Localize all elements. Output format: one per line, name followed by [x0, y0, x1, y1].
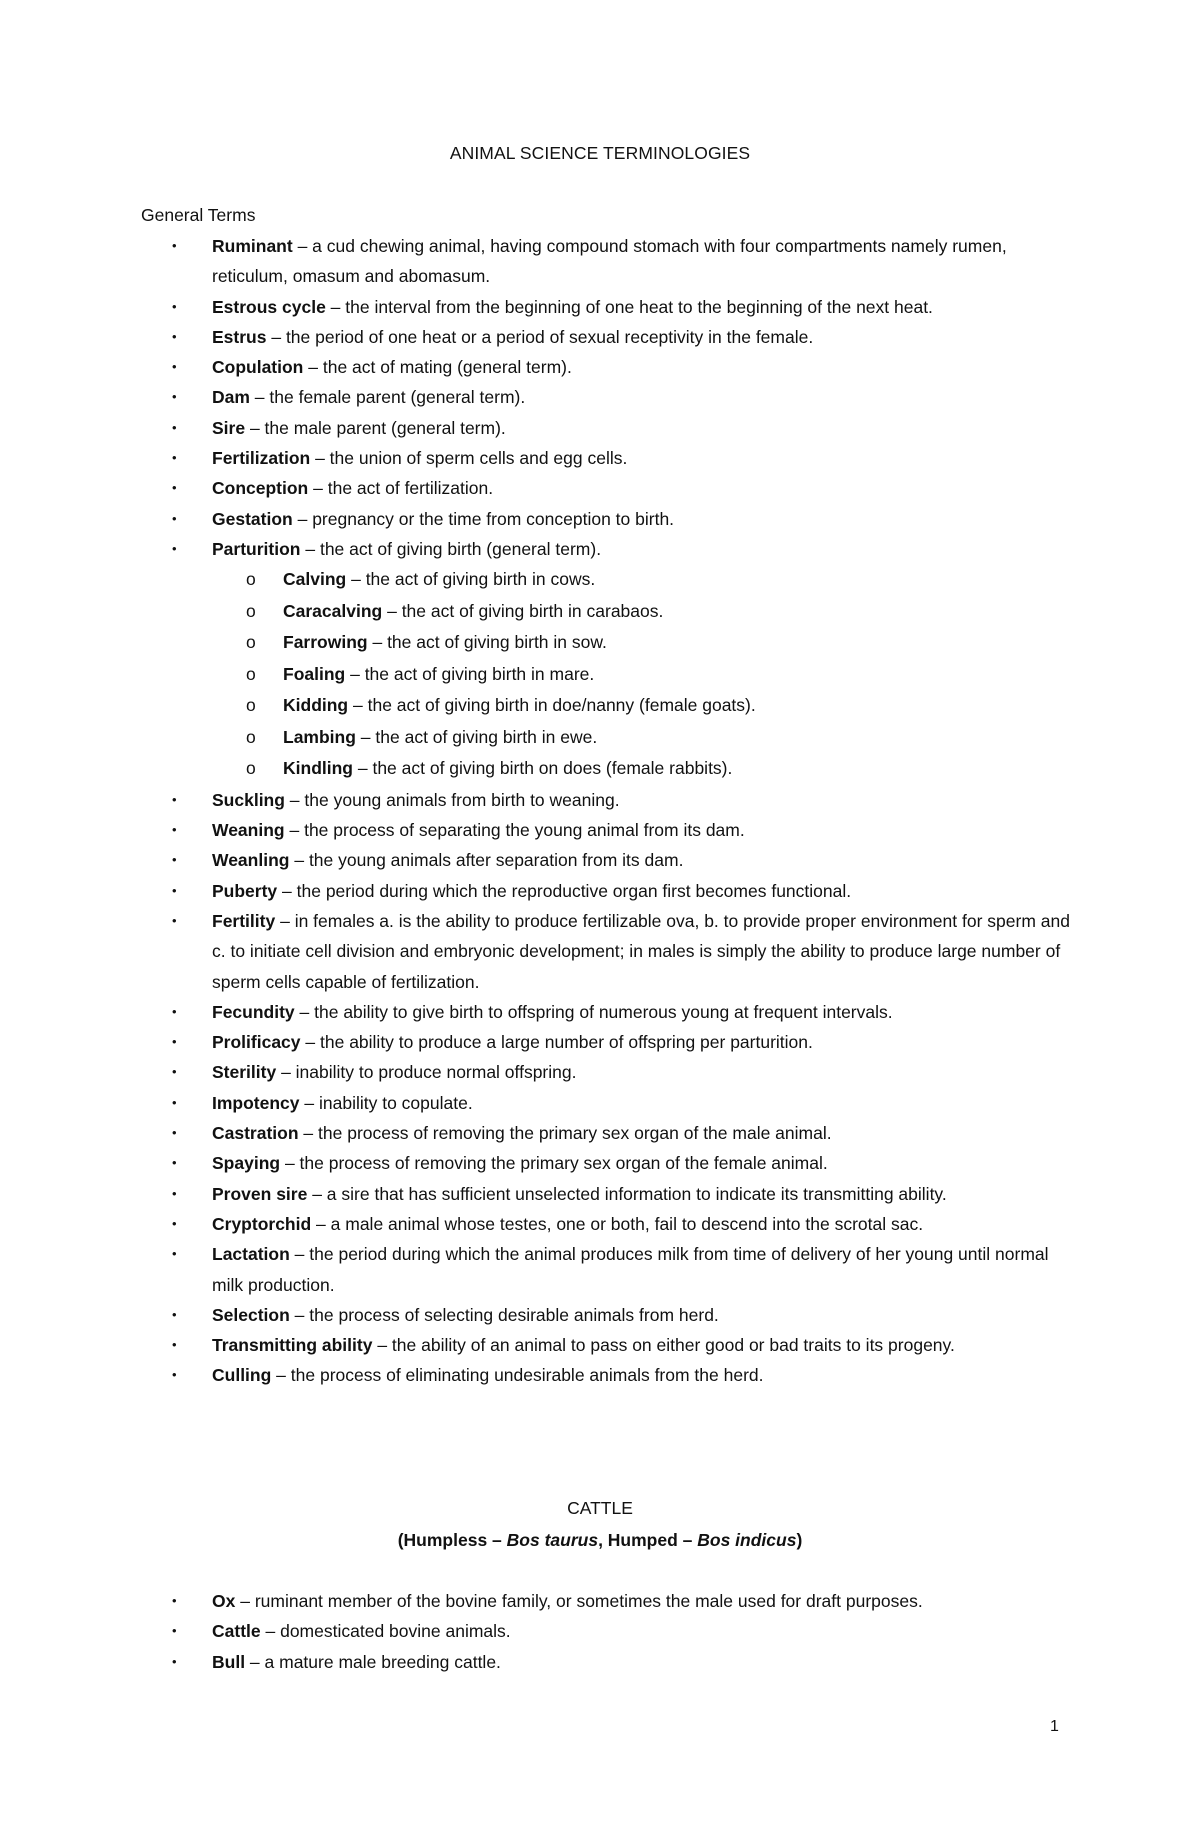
term-item: • Ox – ruminant member of the bovine family, or sometimes the male used for draft purposes.	[141, 1586, 1071, 1616]
term-name: Kindling	[283, 758, 353, 779]
bullet-icon: •	[172, 822, 177, 838]
term-definition: the young animals from birth to weaning.	[304, 789, 620, 810]
sub-bullet-icon: o	[246, 726, 256, 747]
bullet-icon: •	[172, 1337, 177, 1353]
term-definition: the process of eliminating undesirable animals from the herd.	[290, 1365, 764, 1386]
bullet-icon: •	[172, 238, 177, 253]
term-name: Castration	[212, 1123, 299, 1144]
term-name: Lactation	[212, 1244, 290, 1265]
term-item: • Impotency – inability to copulate.	[141, 1088, 1071, 1118]
bullet-icon: •	[172, 450, 177, 466]
term-item: • Suckling – the young animals from birth to weaning.	[141, 785, 1071, 815]
term-definition: the process of selecting desirable animals from herd.	[309, 1304, 719, 1325]
term-item: • Weaning – the process of separating the young animal from its dam.	[141, 815, 1071, 845]
term-name: Dam	[212, 387, 250, 408]
cattle-heading: CATTLE	[567, 1498, 633, 1518]
term-name: Gestation	[212, 508, 293, 529]
term-item: • Dam – the female parent (general term).	[141, 382, 1071, 412]
term-definition: a male animal whose testes, one or both, fail to descend into the scrotal sac.	[330, 1213, 924, 1234]
cattle-terms-list	[141, 1586, 1071, 1677]
term-name: Estrous cycle	[212, 296, 326, 317]
term-item: • Lactation – the period during which the animal produces milk from time of delivery of her young until normal milk production.	[141, 1239, 1071, 1300]
term-name: Bull	[212, 1651, 246, 1672]
term-definition: the process of separating the young animal from its dam.	[304, 820, 745, 841]
term-name: Impotency	[212, 1092, 300, 1113]
term-definition: ruminant member of the bovine family, or sometimes the male used for draft purposes.	[254, 1591, 923, 1611]
term-name: Fertilization	[212, 448, 311, 469]
sub-bullet-icon: o	[246, 569, 256, 590]
term-item: • Parturition – the act of giving birth (general term). o Calving – the act of giving birth in cows. o Caracalving – the act of giving birth in carabaos. o Farrowing – the act of giving birth in sow. o Foaling – the act of giving birth in mare. o Kidding – the act of giving birth in doe/nanny (female goats). o Lambing – the act of giving birth in ewe. o Kindling – the act of giving birth on does (female rabbits).	[141, 534, 1071, 785]
term-name: Weaning	[212, 820, 285, 841]
species-name-indicus: Bos indicus	[697, 1530, 797, 1550]
term-definition: the process of removing the primary sex organ of the male animal.	[318, 1123, 832, 1144]
term-item: • Castration – the process of removing the primary sex organ of the male animal.	[141, 1118, 1071, 1148]
term-definition: the act of giving birth in mare.	[364, 663, 595, 684]
bullet-icon: •	[172, 540, 177, 556]
sub-bullet-icon: o	[246, 663, 256, 684]
term-name: Prolificacy	[212, 1032, 301, 1053]
section-heading-general-terms: General Terms	[141, 205, 256, 225]
species-name-taurus: Bos taurus	[506, 1530, 599, 1550]
term-name: Weanling	[212, 850, 290, 871]
term-item: • Weanling – the young animals after separation from its dam.	[141, 845, 1071, 875]
term-item: • Conception – the act of fertilization.	[141, 473, 1071, 503]
term-item: • Culling – the process of eliminating undesirable animals from the herd.	[141, 1360, 1071, 1390]
term-definition: the young animals after separation from its dam.	[308, 850, 684, 871]
term-name: Puberty	[212, 880, 278, 901]
term-name: Cryptorchid	[212, 1213, 312, 1234]
bullet-icon: •	[172, 1306, 177, 1322]
term-definition: the act of fertilization.	[327, 478, 494, 499]
term-name: Lambing	[283, 726, 356, 747]
term-definition: the period of one heat or a period of sexual receptivity in the female.	[285, 326, 814, 347]
term-definition: the act of giving birth in ewe.	[375, 726, 598, 747]
term-item: • Cattle – domesticated bovine animals.	[141, 1616, 1071, 1646]
term-definition: the union of sperm cells and egg cells.	[329, 448, 628, 469]
term-item: • Copulation – the act of mating (general term).	[141, 352, 1071, 382]
term-definition: a sire that has sufficient unselected information to indicate its transmitting ability.	[326, 1183, 947, 1204]
term-definition: in females a. is the ability to produce fertilizable ova, b. to provide proper environment for sperm and c. to initiate cell division and embryonic development; in males is simply the ability to produce large number of sperm cells capable of fertilization.	[212, 910, 1070, 992]
term-item: • Fecundity – the ability to give birth to offspring of numerous young at frequent intervals.	[141, 997, 1071, 1027]
term-definition: a mature male breeding cattle.	[264, 1651, 501, 1672]
bullet-icon: •	[172, 389, 177, 405]
term-name: Sterility	[212, 1062, 277, 1083]
term-definition: the act of giving birth on does (female rabbits).	[372, 758, 733, 779]
term-definition: the ability to give birth to offspring of numerous young at frequent intervals.	[314, 1001, 893, 1022]
bullet-icon: •	[172, 510, 177, 526]
term-name: Culling	[212, 1365, 272, 1386]
term-name: Spaying	[212, 1153, 281, 1174]
term-definition: the period during which the reproductive organ first becomes functional.	[296, 880, 852, 901]
term-definition: inability to produce normal offspring.	[295, 1062, 577, 1083]
term-name: Proven sire	[212, 1183, 308, 1204]
bullet-icon: •	[172, 480, 177, 496]
term-item: • Sire – the male parent (general term).	[141, 413, 1071, 443]
sub-bullet-icon: o	[246, 758, 256, 779]
term-definition: the act of giving birth in carabaos.	[401, 600, 664, 621]
term-name: Fecundity	[212, 1001, 295, 1022]
term-item: • Cryptorchid – a male animal whose testes, one or both, fail to descend into the scrotal sac.	[141, 1209, 1071, 1239]
term-name: Copulation	[212, 357, 304, 378]
page-title: ANIMAL SCIENCE TERMINOLOGIES	[449, 143, 751, 163]
term-name: Kidding	[283, 695, 349, 716]
bullet-icon: •	[172, 1034, 177, 1050]
term-name: Suckling	[212, 789, 285, 810]
parturition-subterms-list	[212, 564, 1071, 785]
general-terms-list	[141, 231, 1071, 1391]
term-item: • Proven sire – a sire that has sufficient unselected information to indicate its transmitting ability.	[141, 1179, 1071, 1209]
term-definition: the male parent (general term).	[264, 417, 506, 438]
term-item: • Ruminant – a cud chewing animal, having compound stomach with four compartments namely rumen, reticulum, omasum and abomasum.	[141, 231, 1071, 292]
term-name: Cattle	[212, 1621, 261, 1642]
bullet-icon: •	[172, 852, 177, 868]
subterm-item: o Kindling – the act of giving birth on does (female rabbits).	[212, 753, 1071, 785]
term-item: • Fertilization – the union of sperm cells and egg cells.	[141, 443, 1071, 473]
term-definition: the female parent (general term).	[269, 387, 526, 408]
sub-bullet-icon: o	[246, 600, 256, 621]
term-name: Ox	[212, 1591, 236, 1611]
bullet-icon: •	[172, 1185, 177, 1201]
bullet-icon: •	[172, 1094, 177, 1110]
term-definition: domesticated bovine animals.	[280, 1621, 511, 1642]
term-item: • Puberty – the period during which the reproductive organ first becomes functional.	[141, 876, 1071, 906]
bullet-icon: •	[172, 1125, 177, 1141]
subterm-item: o Lambing – the act of giving birth in ewe.	[212, 722, 1071, 754]
term-name: Estrus	[212, 326, 267, 347]
subterm-item: o Foaling – the act of giving birth in mare.	[212, 659, 1071, 691]
term-name: Parturition	[212, 538, 301, 559]
term-name: Sire	[212, 417, 246, 438]
cattle-subheading: (Humpless – Bos taurus, Humped – Bos indicus)	[397, 1530, 803, 1550]
bullet-icon: •	[172, 359, 177, 375]
term-definition: the ability to produce a large number of offspring per parturition.	[320, 1032, 813, 1053]
term-name: Fertility	[212, 910, 276, 931]
term-name: Foaling	[283, 663, 346, 684]
term-item: • Transmitting ability – the ability of an animal to pass on either good or bad traits to its progeny.	[141, 1330, 1071, 1360]
term-definition: the act of mating (general term).	[322, 357, 572, 378]
bullet-icon: •	[172, 882, 177, 898]
bullet-icon: •	[172, 791, 177, 807]
bullet-icon: •	[172, 1653, 177, 1669]
term-item: • Gestation – pregnancy or the time from conception to birth.	[141, 504, 1071, 534]
term-item: • Spaying – the process of removing the primary sex organ of the female animal.	[141, 1148, 1071, 1178]
term-definition: inability to copulate.	[319, 1092, 473, 1113]
bullet-icon: •	[172, 419, 177, 435]
bullet-icon: •	[172, 1593, 177, 1608]
bullet-icon: •	[172, 328, 177, 344]
term-name: Farrowing	[283, 632, 368, 653]
term-item: • Estrus – the period of one heat or a period of sexual receptivity in the female.	[141, 322, 1071, 352]
term-definition: the act of giving birth in cows.	[365, 569, 596, 590]
bullet-icon: •	[172, 912, 177, 928]
bullet-icon: •	[172, 1215, 177, 1231]
term-definition: the process of removing the primary sex organ of the female animal.	[299, 1153, 828, 1174]
term-item: • Prolificacy – the ability to produce a large number of offspring per parturition.	[141, 1027, 1071, 1057]
bullet-icon: •	[172, 1003, 177, 1019]
bullet-icon: •	[172, 1246, 177, 1262]
bullet-icon: •	[172, 1155, 177, 1171]
bullet-icon: •	[172, 1064, 177, 1080]
term-item: • Sterility – inability to produce normal offspring.	[141, 1057, 1071, 1087]
bullet-icon: •	[172, 1623, 177, 1639]
bullet-icon: •	[172, 298, 177, 314]
term-name: Conception	[212, 478, 309, 499]
term-definition: pregnancy or the time from conception to birth.	[312, 508, 675, 529]
term-definition: the ability of an animal to pass on either good or bad traits to its progeny.	[391, 1335, 955, 1356]
term-item: • Bull – a mature male breeding cattle.	[141, 1647, 1071, 1677]
page-number: 1	[1050, 1718, 1059, 1735]
term-definition: the act of giving birth in sow.	[387, 632, 607, 653]
subterm-item: o Kidding – the act of giving birth in doe/nanny (female goats).	[212, 690, 1071, 722]
term-name: Transmitting ability	[212, 1335, 373, 1356]
term-definition: a cud chewing animal, having compound stomach with four compartments namely rumen, reticulum, omasum and abomasum.	[212, 236, 1007, 287]
term-item: • Fertility – in females a. is the ability to produce fertilizable ova, b. to provide proper environment for sperm and c. to initiate cell division and embryonic development; in males is simply the ability to produce large number of sperm cells capable of fertilization.	[141, 906, 1071, 997]
term-definition: the act of giving birth in doe/nanny (female goats).	[367, 695, 756, 716]
bullet-icon: •	[172, 1367, 177, 1383]
sub-bullet-icon: o	[246, 695, 256, 716]
term-item: • Selection – the process of selecting desirable animals from herd.	[141, 1300, 1071, 1330]
term-name: Ruminant	[212, 236, 293, 256]
sub-bullet-icon: o	[246, 632, 256, 653]
term-definition: the period during which the animal produces milk from time of delivery of her young until normal milk production.	[212, 1244, 1049, 1295]
term-name: Calving	[283, 569, 347, 590]
term-name: Selection	[212, 1304, 290, 1325]
subterm-item: o Caracalving – the act of giving birth in carabaos.	[212, 596, 1071, 628]
term-name: Caracalving	[283, 600, 383, 621]
term-definition: the act of giving birth (general term).	[319, 538, 602, 559]
term-item: • Estrous cycle – the interval from the beginning of one heat to the beginning of the next heat.	[141, 292, 1071, 322]
subterm-item: o Farrowing – the act of giving birth in sow.	[212, 627, 1071, 659]
term-definition: the interval from the beginning of one heat to the beginning of the next heat.	[345, 296, 933, 317]
subterm-item: o Calving – the act of giving birth in cows.	[212, 564, 1071, 596]
